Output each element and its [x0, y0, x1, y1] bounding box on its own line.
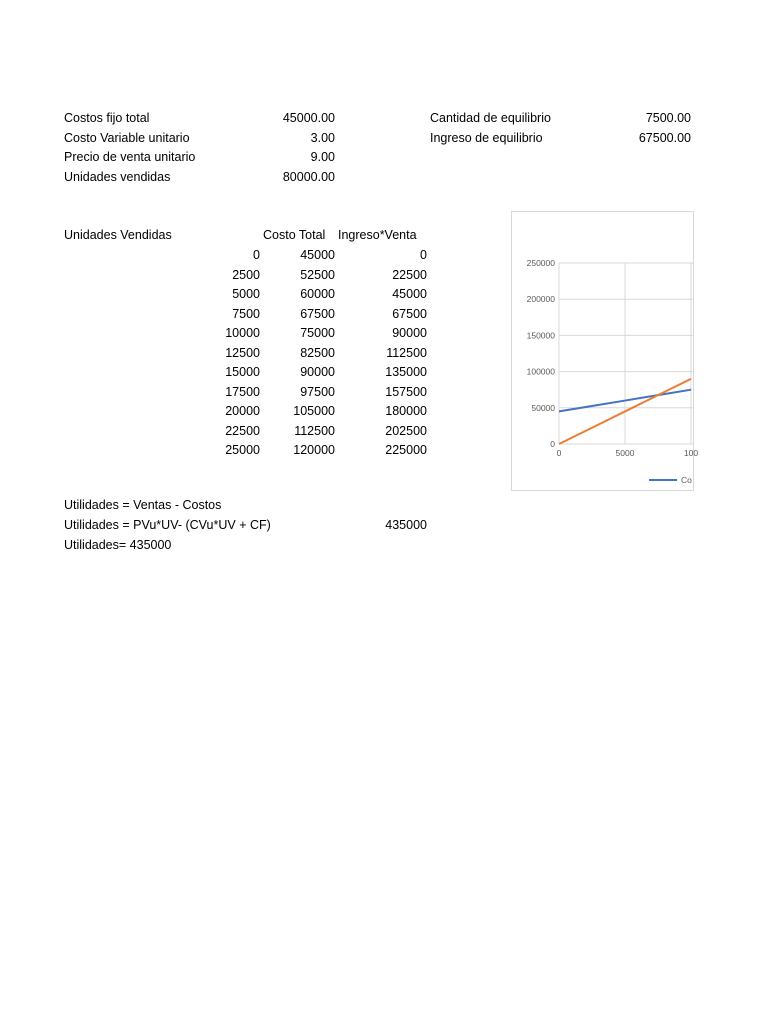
formula-line-2: Utilidades = PVu*UV- (CVu*UV + CF) [64, 518, 271, 532]
chart[interactable] [511, 211, 699, 491]
header-revenue: Ingreso*Venta [338, 228, 417, 242]
unit-price-value: 9.00 [310, 150, 335, 164]
y-tick-label: 50000 [531, 402, 555, 413]
table-cell: 112500 [386, 345, 427, 360]
table-cell: 112500 [294, 423, 335, 438]
formula-line-1: Utilidades = Ventas - Costos [64, 498, 222, 512]
fixed-cost-value: 45000.00 [282, 111, 335, 125]
table-cell: 0 [253, 248, 260, 262]
breakeven-qty-label: Cantidad de equilibrio [430, 111, 551, 125]
table-cell: 45000 [392, 287, 427, 301]
x-tick-label: 5000 [615, 448, 635, 458]
y-tick-label: 100000 [526, 366, 555, 377]
formula-line-2-value: 435000 [385, 518, 427, 532]
y-tick-label: 250000 [526, 258, 555, 268]
table-cell: 180000 [385, 404, 427, 418]
breakeven-revenue-value: 67500.00 [638, 131, 691, 145]
table-cell: 22500 [225, 423, 260, 438]
table-cell: 22500 [392, 267, 427, 282]
table-cell: 135000 [385, 365, 427, 379]
units-sold-label: Unidades vendidas [64, 170, 171, 184]
y-tick-label: 0 [550, 439, 555, 449]
table-cell: 105000 [293, 404, 335, 418]
table-cell: 225000 [385, 443, 427, 457]
x-tick-label: 0 [556, 448, 562, 458]
fixed-cost-label: Costos fijo total [64, 111, 150, 125]
table-cell: 7500 [232, 306, 260, 321]
table-cell: 97500 [300, 384, 335, 399]
table-cell: 202500 [385, 423, 427, 438]
table-cell: 52500 [300, 267, 335, 282]
table-cell: 2500 [232, 267, 260, 282]
variable-cost-value: 3.00 [310, 131, 335, 145]
breakeven-revenue-label: Ingreso de equilibrio [430, 131, 543, 145]
table-cell: 25000 [225, 443, 260, 457]
table-cell: 90000 [392, 326, 427, 340]
table-cell: 120000 [293, 443, 335, 457]
y-tick-label: 150000 [526, 330, 555, 341]
table-cell: 0 [420, 248, 427, 262]
table-cell: 10000 [225, 326, 260, 340]
table-cell: 75000 [300, 326, 335, 340]
table-cell: 12500 [225, 345, 260, 360]
table-cell: 20000 [225, 404, 260, 418]
table-cell: 157500 [385, 384, 427, 399]
table-cell: 45000 [300, 248, 335, 262]
formula-line-3: Utilidades= 435000 [64, 538, 172, 552]
x-tick-label: 100 [683, 448, 699, 458]
variable-cost-label: Costo Variable unitario [64, 131, 190, 145]
table-cell: 82500 [300, 345, 335, 360]
table-cell: 5000 [232, 287, 260, 301]
table-cell: 60000 [300, 287, 335, 301]
legend-label: Co [681, 475, 692, 485]
chart-svg [512, 212, 699, 490]
table-cell: 17500 [225, 384, 260, 399]
unit-price-label: Precio de venta unitario [64, 150, 196, 164]
breakeven-qty-value: 7500.00 [645, 111, 691, 125]
y-tick-label: 200000 [526, 294, 555, 305]
table-cell: 67500 [300, 306, 335, 321]
header-total-cost: Costo Total [263, 228, 326, 242]
table-cell: 67500 [392, 306, 427, 321]
table-cell: 15000 [225, 365, 260, 379]
header-units: Unidades Vendidas [64, 228, 172, 242]
table-cell: 90000 [300, 365, 335, 379]
units-sold-value: 80000.00 [282, 170, 335, 184]
